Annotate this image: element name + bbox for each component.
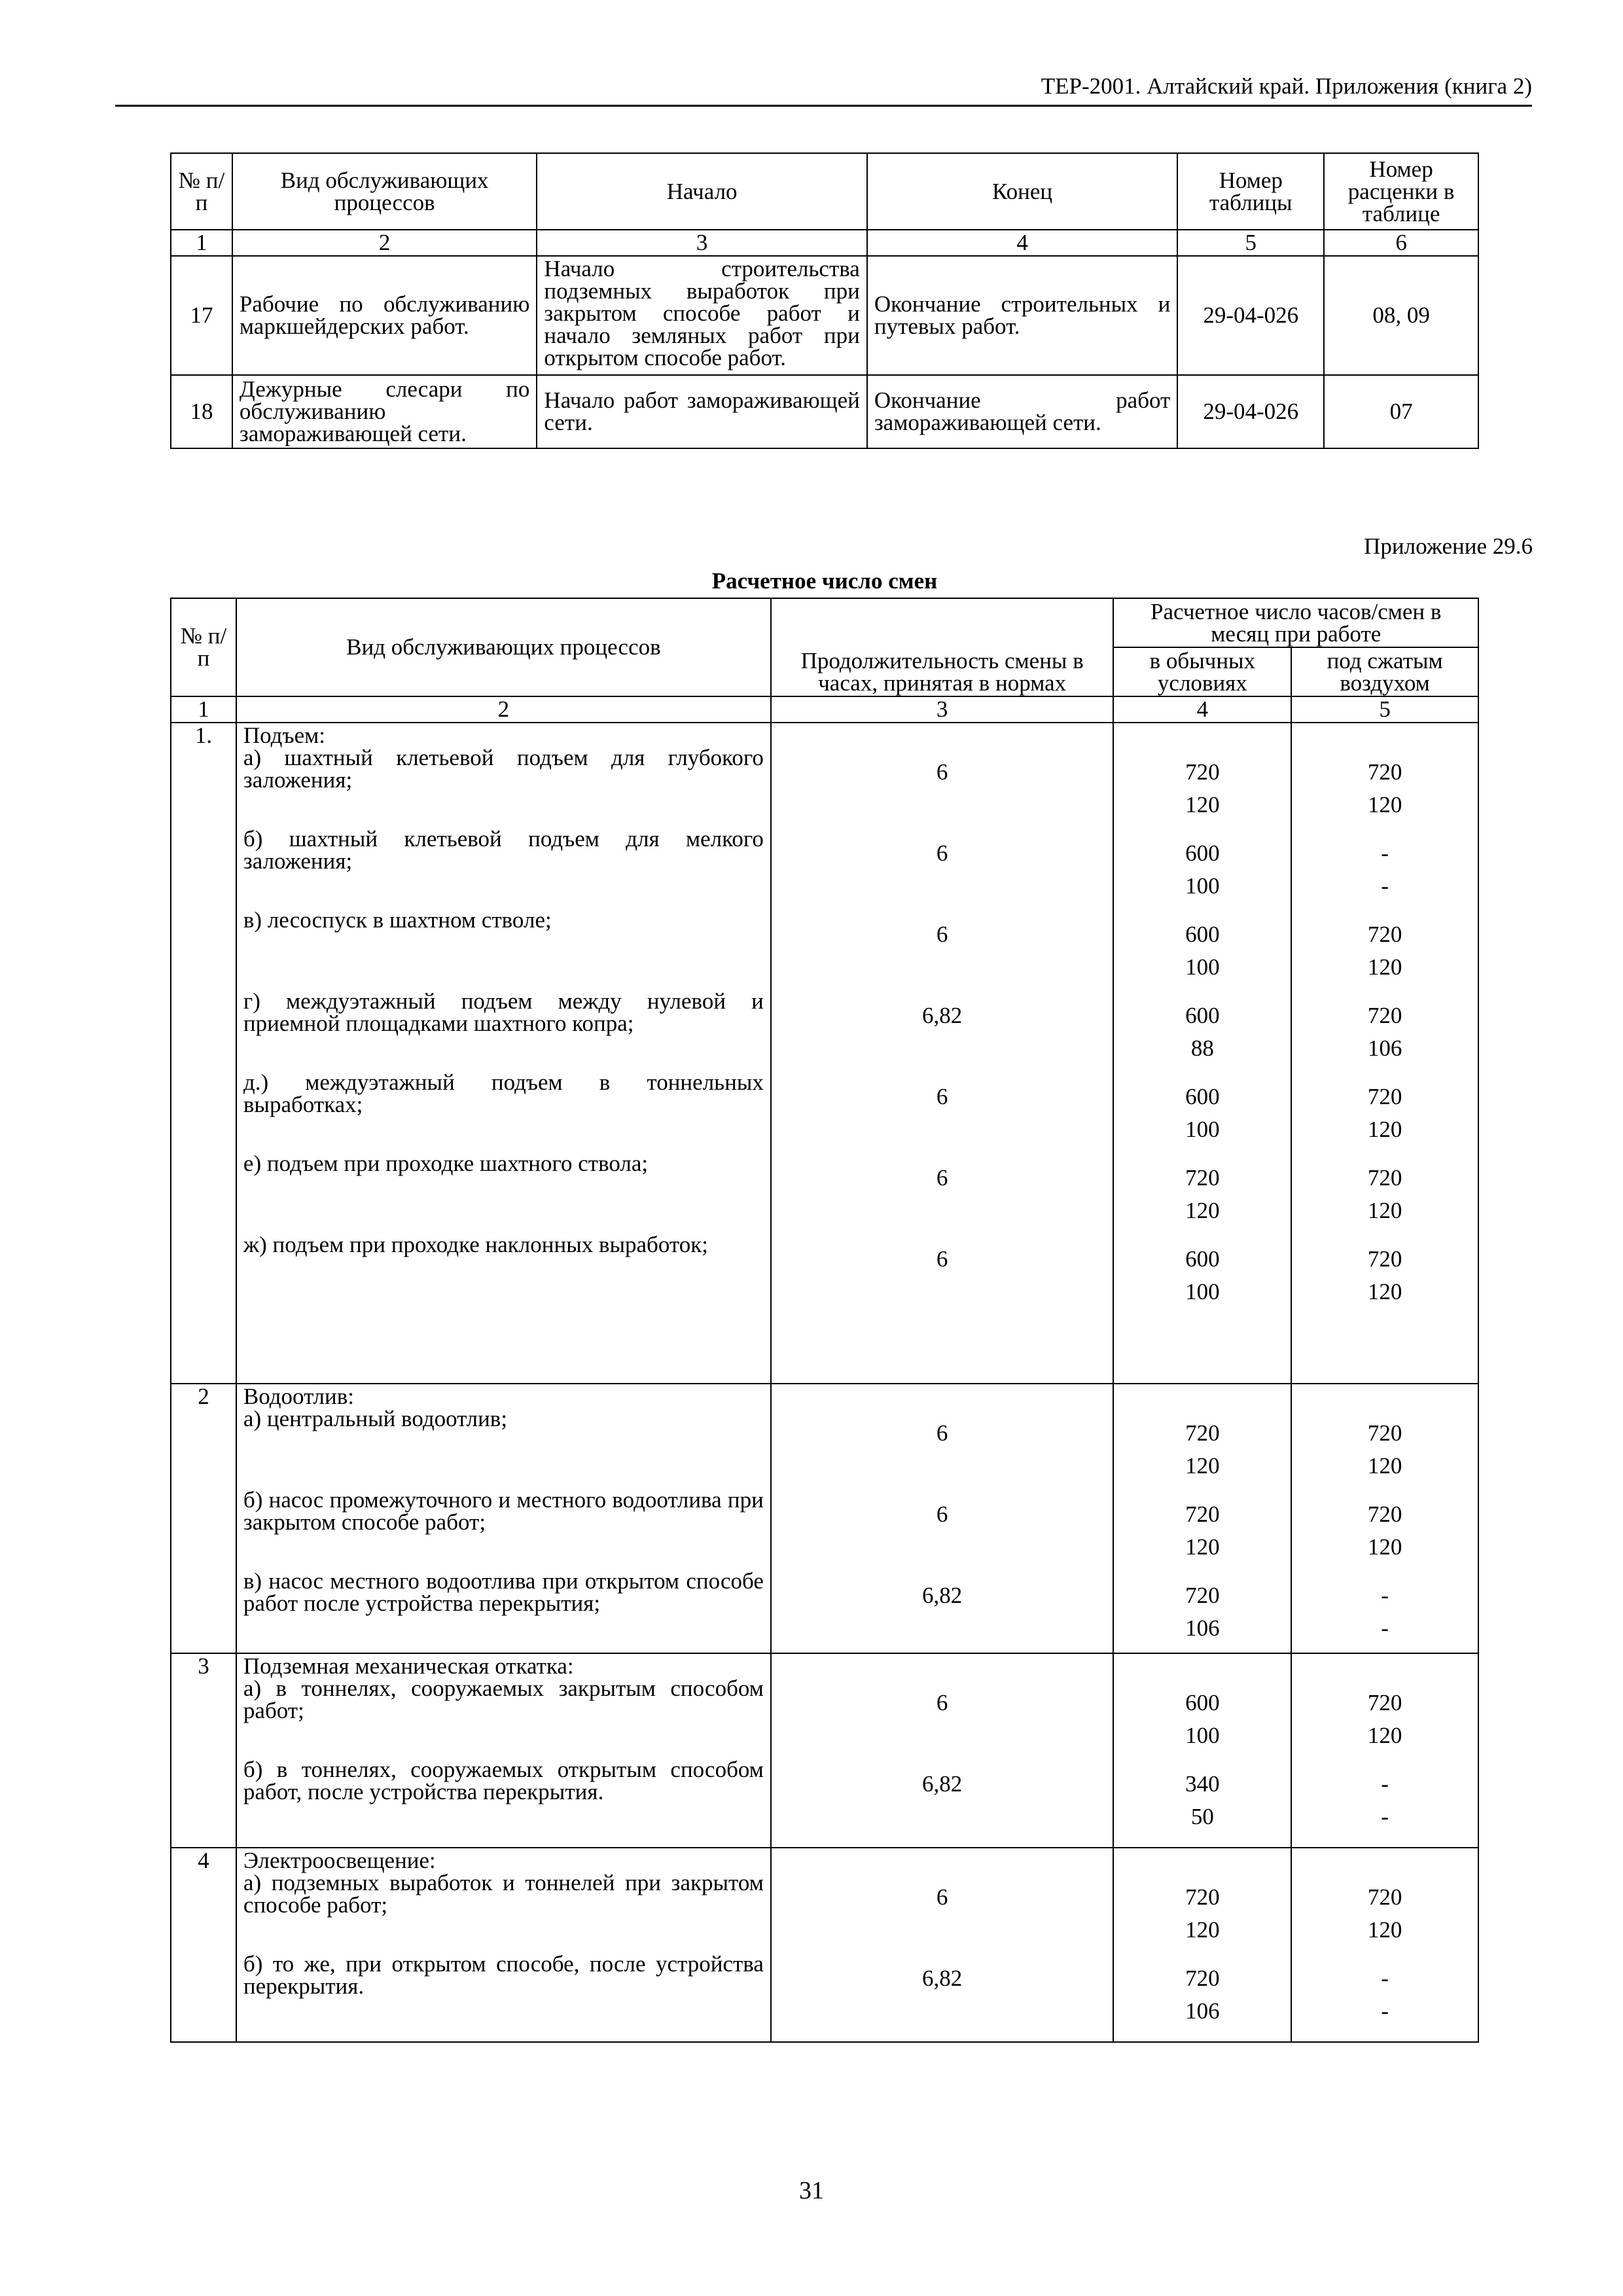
row-number: 17 (171, 256, 232, 375)
air-value: 720 (1367, 1165, 1402, 1191)
group-number (171, 1653, 236, 1848)
normal-value: 720 (1185, 1965, 1220, 1991)
process-item: а) центральный водоотлив; (243, 1406, 508, 1431)
air-value: 720 (1367, 922, 1402, 947)
col-header-process: Вид обслуживающих процессов (232, 153, 537, 230)
table-row-group (171, 1384, 1478, 1653)
duration-value: 6,82 (922, 1965, 963, 1991)
duration-value: 6 (936, 1690, 948, 1715)
normal-value: 50 (1190, 1804, 1214, 1829)
group-durations (771, 723, 1114, 1384)
col-header-end: Конец (867, 153, 1178, 230)
air-value: 720 (1367, 1420, 1402, 1446)
group-processes (236, 1653, 771, 1848)
air-value: 120 (1367, 1279, 1402, 1304)
column-number-row (171, 696, 1478, 723)
running-title: ТЕР-2001. Алтайский край. Приложения (книга 2) (1041, 73, 1532, 99)
duration-value: 6 (936, 1084, 948, 1109)
normal-value-pair (1120, 1234, 1284, 1315)
normal-value: 120 (1185, 1917, 1220, 1943)
col-number: 2 (236, 696, 771, 723)
col-number: 3 (771, 696, 1114, 723)
normal-value: 88 (1190, 1035, 1214, 1061)
duration-value: 6 (936, 922, 948, 947)
air-value: 720 (1367, 759, 1402, 785)
process-item: б) насос промежуточного и местного водоотлива при закрытом способе работ; (243, 1487, 764, 1535)
group-number-text: 1. (194, 723, 213, 748)
col-header-air: под сжатым воздухом (1291, 647, 1478, 696)
table-header-row (171, 153, 1478, 230)
table-shift-count (170, 598, 1479, 2043)
air-value: - (1381, 873, 1389, 899)
col-number: 2 (232, 230, 537, 256)
duration-value: 6 (936, 1884, 948, 1910)
normal-value: 100 (1185, 873, 1220, 899)
normal-value-pair (1120, 1677, 1284, 1759)
normal-value: 600 (1185, 1003, 1220, 1028)
air-value-pair (1298, 1570, 1471, 1651)
air-value-pair (1298, 1872, 1471, 1953)
col-number: 5 (1177, 230, 1324, 256)
normal-value-pair (1120, 1953, 1284, 2034)
normal-value-pair (1120, 1759, 1284, 1840)
normal-value: 100 (1185, 1117, 1220, 1142)
table-row-group (171, 1848, 1478, 2042)
process-item: в) лесоспуск в шахтном стволе; (243, 907, 552, 933)
air-value: 120 (1367, 1453, 1402, 1479)
row-end: Окончание работ замораживающей сети. (867, 375, 1178, 448)
normal-value: 720 (1185, 1884, 1220, 1910)
col-number: 4 (867, 230, 1178, 256)
duration-value: 6,82 (922, 1583, 963, 1608)
table-row (171, 375, 1478, 448)
col-number: 1 (171, 230, 232, 256)
process-item: б) в тоннелях, сооружаемых открытым способом работ, после устройства перекрытия. (243, 1757, 764, 1804)
col-number: 6 (1324, 230, 1478, 256)
air-value-pair (1298, 1489, 1471, 1570)
table-service-processes (170, 152, 1479, 449)
air-value-pair (1298, 828, 1471, 909)
row-rate: 07 (1324, 375, 1478, 448)
process-item: в) насос местного водоотлива при открытом способе работ после устройства перекрытия; (243, 1568, 764, 1616)
air-value: 720 (1367, 1084, 1402, 1109)
normal-value-pair (1120, 747, 1284, 828)
process-item: а) в тоннелях, сооружаемых закрытым способом работ; (243, 1676, 764, 1723)
air-value: 120 (1367, 1117, 1402, 1142)
col-header-n: № п/п (171, 598, 236, 696)
air-value: 120 (1367, 1534, 1402, 1560)
normal-value: 600 (1185, 1084, 1220, 1109)
normal-value: 600 (1185, 922, 1220, 947)
normal-value: 720 (1185, 1583, 1220, 1608)
air-value-pair (1298, 1408, 1471, 1489)
group-number-text: 4 (198, 1848, 209, 1873)
normal-value: 100 (1185, 954, 1220, 980)
col-header-table: Номер таблицы (1177, 153, 1324, 230)
normal-value-pair (1120, 1408, 1284, 1489)
air-value: - (1381, 1771, 1389, 1797)
col-header-n: № п/п (171, 153, 232, 230)
row-process: Дежурные слесари по обслуживанию замораживающей сети. (232, 375, 537, 448)
air-value: 120 (1367, 954, 1402, 980)
normal-value: 600 (1185, 1690, 1220, 1715)
duration-value: 6,82 (922, 1771, 963, 1797)
row-end: Окончание строительных и путевых работ. (867, 256, 1178, 375)
process-item: а) подземных выработок и тоннелей при закрытом способе работ; (243, 1870, 764, 1918)
group-durations (771, 1653, 1114, 1848)
air-value: 720 (1367, 1884, 1402, 1910)
air-value: - (1381, 1804, 1389, 1829)
duration-value: 6 (936, 1420, 948, 1446)
air-value: 720 (1367, 1690, 1402, 1715)
col-number: 4 (1113, 696, 1291, 723)
group-normal-values (1113, 1653, 1291, 1848)
air-value-pair (1298, 909, 1471, 990)
group-processes (236, 1384, 771, 1653)
group-processes (236, 1848, 771, 2042)
col-number: 5 (1291, 696, 1478, 723)
col-header-duration: Продолжительность смены в часах, принятая в нормах (771, 598, 1114, 696)
air-value: 120 (1367, 1723, 1402, 1748)
normal-value: 720 (1185, 1165, 1220, 1191)
table-title: Расчетное число смен (711, 568, 938, 594)
process-item: д.) междуэтажный подъем в тоннельных выработках; (243, 1069, 764, 1117)
normal-value-pair (1120, 990, 1284, 1071)
normal-value-pair (1120, 1153, 1284, 1234)
process-item: г) междуэтажный подъем между нулевой и приемной площадками шахтного копра; (243, 988, 764, 1036)
air-value-pair (1298, 1759, 1471, 1840)
duration-value: 6 (936, 759, 948, 785)
table-row-group (171, 723, 1478, 1384)
row-start: Начало работ замораживающей сети. (537, 375, 866, 448)
normal-value-pair (1120, 1071, 1284, 1153)
appendix-label: Приложение 29.6 (1364, 533, 1533, 559)
air-value: 106 (1367, 1035, 1402, 1061)
air-value: - (1381, 1615, 1389, 1641)
col-header-start: Начало (537, 153, 866, 230)
group-number-text: 3 (198, 1653, 209, 1679)
row-table: 29-04-026 (1177, 375, 1324, 448)
process-item: б) шахтный клетьевой подъем для мелкого заложения; (243, 826, 764, 874)
col-header-process: Вид обслуживающих процессов (236, 598, 771, 696)
process-item: а) шахтный клетьевой подъем для глубокого заложения; (243, 745, 764, 793)
group-durations (771, 1848, 1114, 2042)
normal-value: 120 (1185, 792, 1220, 817)
group-air-values (1291, 723, 1478, 1384)
group-air-values (1291, 1848, 1478, 2042)
group-title: Подземная механическая откатка: (243, 1653, 574, 1679)
col-number: 1 (171, 696, 236, 723)
group-normal-values (1113, 1848, 1291, 2042)
process-item: е) подъем при проходке шахтного ствола; (243, 1151, 649, 1176)
normal-value: 100 (1185, 1723, 1220, 1748)
normal-value-pair (1120, 1570, 1284, 1651)
group-durations (771, 1384, 1114, 1653)
group-number (171, 1384, 236, 1653)
normal-value: 106 (1185, 1615, 1220, 1641)
duration-value: 6 (936, 840, 948, 866)
normal-value: 720 (1185, 1501, 1220, 1527)
air-value: 120 (1367, 792, 1402, 817)
air-value: 120 (1367, 1917, 1402, 1943)
col-header-normal: в обычных условиях (1113, 647, 1291, 696)
col-header-rate: Номер расценки в таблице (1324, 153, 1478, 230)
air-value-pair (1298, 990, 1471, 1071)
duration-value: 6 (936, 1246, 948, 1272)
table-header-row (171, 598, 1478, 647)
normal-value: 720 (1185, 759, 1220, 785)
normal-value: 106 (1185, 1998, 1220, 2024)
group-title: Водоотлив: (243, 1384, 354, 1409)
air-value: 720 (1367, 1003, 1402, 1028)
normal-value-pair (1120, 828, 1284, 909)
air-value-pair (1298, 1234, 1471, 1315)
air-value-pair (1298, 1677, 1471, 1759)
duration-value: 6 (936, 1165, 948, 1191)
row-start: Начало строительства подземных выработок при закрытом способе работ и начало земляных работ при открытом способе работ. (537, 256, 866, 375)
air-value-pair (1298, 1071, 1471, 1153)
air-value: 120 (1367, 1198, 1402, 1223)
normal-value: 600 (1185, 840, 1220, 866)
row-process: Рабочие по обслуживанию маркшейдерских работ. (232, 256, 537, 375)
air-value-pair (1298, 747, 1471, 828)
process-item: б) то же, при открытом способе, после устройства перекрытия. (243, 1951, 764, 1999)
running-header (115, 73, 1532, 107)
group-number-text: 2 (198, 1384, 209, 1409)
process-item: ж) подъем при проходке наклонных выработок; (243, 1232, 708, 1257)
row-number: 18 (171, 375, 232, 448)
group-number (171, 1848, 236, 2042)
normal-value: 720 (1185, 1420, 1220, 1446)
normal-value: 600 (1185, 1246, 1220, 1272)
air-value: 720 (1367, 1246, 1402, 1272)
group-title: Электроосвещение: (243, 1848, 436, 1873)
air-value: - (1381, 840, 1389, 866)
normal-value-pair (1120, 1489, 1284, 1570)
normal-value: 120 (1185, 1198, 1220, 1223)
table-row-group (171, 1653, 1478, 1848)
air-value-pair (1298, 1153, 1471, 1234)
normal-value: 120 (1185, 1534, 1220, 1560)
table-row (171, 256, 1478, 375)
normal-value-pair (1120, 909, 1284, 990)
air-value: 720 (1367, 1501, 1402, 1527)
group-title: Подъем: (243, 723, 325, 748)
group-air-values (1291, 1653, 1478, 1848)
air-value: - (1381, 1965, 1389, 1991)
air-value-pair (1298, 1953, 1471, 2034)
normal-value: 340 (1185, 1771, 1220, 1797)
group-processes (236, 723, 771, 1384)
normal-value: 120 (1185, 1453, 1220, 1479)
row-rate: 08, 09 (1324, 256, 1478, 375)
duration-value: 6 (936, 1501, 948, 1527)
duration-value: 6,82 (922, 1003, 963, 1028)
column-number-row (171, 230, 1478, 256)
page-number: 31 (799, 2177, 824, 2204)
group-number (171, 723, 236, 1384)
air-value: - (1381, 1583, 1389, 1608)
air-value: - (1381, 1998, 1389, 2024)
group-air-values (1291, 1384, 1478, 1653)
group-normal-values (1113, 723, 1291, 1384)
normal-value: 100 (1185, 1279, 1220, 1304)
normal-value-pair (1120, 1872, 1284, 1953)
col-header-group: Расчетное число часов/смен в месяц при работе (1113, 598, 1478, 647)
col-number: 3 (537, 230, 866, 256)
row-table: 29-04-026 (1177, 256, 1324, 375)
group-normal-values (1113, 1384, 1291, 1653)
